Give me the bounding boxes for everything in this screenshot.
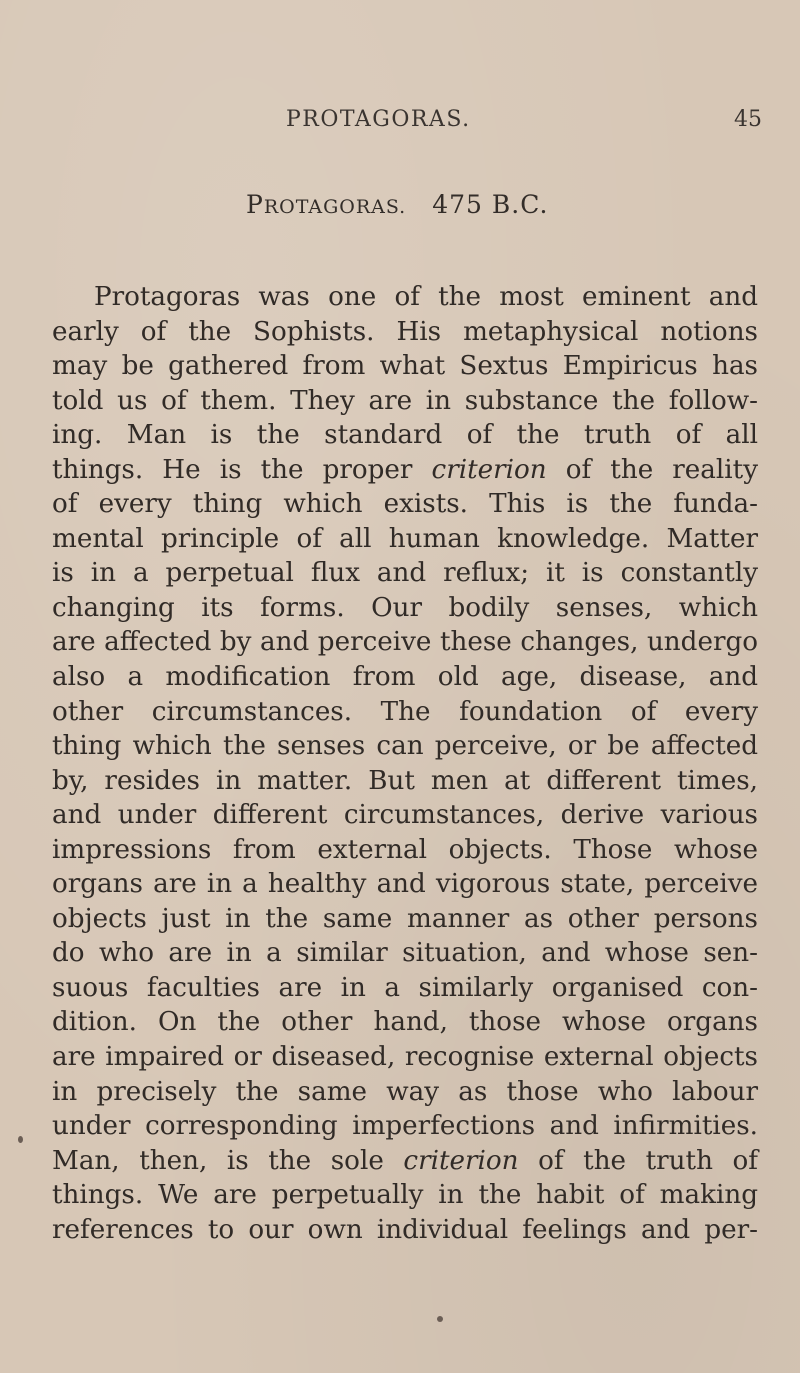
text-line: Protagoras was one of the most eminent and: [94, 282, 758, 312]
text-line: do who are in a similar situation, and whose sen-: [52, 938, 758, 969]
text-line: of every thing which exists. This is the funda-: [52, 489, 758, 520]
chapter-heading-name: PROTAGORAS.: [246, 190, 407, 219]
text-line: is in a perpetual flux and reflux; it is constantly: [52, 558, 758, 589]
text-line: may be gathered from what Sextus Empiricus has: [52, 351, 758, 382]
text-line: dition. On the other hand, those whose organs: [52, 1007, 758, 1038]
text-line: under corresponding imperfections and infirmities.: [52, 1111, 758, 1142]
text-line: suous faculties are in a similarly organised con-: [52, 972, 758, 1003]
text-line: impressions from external objects. Those whose: [52, 834, 758, 865]
text-line: mental principle of all human knowledge. Matter: [52, 523, 758, 554]
text-line: also a modification from old age, disease, and: [52, 662, 758, 693]
chapter-heading-date: 475 B.C.: [432, 190, 549, 219]
text-line: Man, then, is the sole criterion of the truth of: [52, 1145, 758, 1176]
ink-speck: [18, 1136, 23, 1143]
body-paragraph: [52, 280, 758, 1247]
text-line: references to our own individual feelings and per-: [52, 1214, 758, 1245]
text-line: changing its forms. Our bodily senses, which: [52, 592, 758, 623]
text-line: objects just in the same manner as other persons: [52, 903, 758, 934]
ink-speck: [437, 1316, 443, 1322]
text-line: other circumstances. The foundation of every: [52, 696, 758, 727]
text-line: told us of them. They are in substance the follow-: [52, 385, 758, 416]
text-line: thing which the senses can perceive, or be affected: [52, 731, 758, 762]
text-line: in precisely the same way as those who labour: [52, 1076, 758, 1107]
page-number: 45: [734, 107, 762, 132]
text-line: are impaired or diseased, recognise external objects: [52, 1042, 758, 1073]
text-line: things. We are perpetually in the habit of making: [52, 1180, 758, 1211]
text-line: ing. Man is the standard of the truth of all: [52, 420, 758, 451]
text-line: things. He is the proper criterion of the reality: [52, 454, 758, 485]
text-line: by, resides in matter. But men at different times,: [52, 765, 758, 796]
text-line: and under different circumstances, derive various: [52, 800, 758, 831]
running-head-title: PROTAGORAS.: [286, 107, 471, 132]
chapter-heading: [246, 190, 548, 219]
text-line: organs are in a healthy and vigorous state, perceive: [52, 869, 758, 900]
text-line: early of the Sophists. His metaphysical notions: [52, 316, 758, 347]
text-line: are affected by and perceive these changes, undergo: [52, 627, 758, 658]
